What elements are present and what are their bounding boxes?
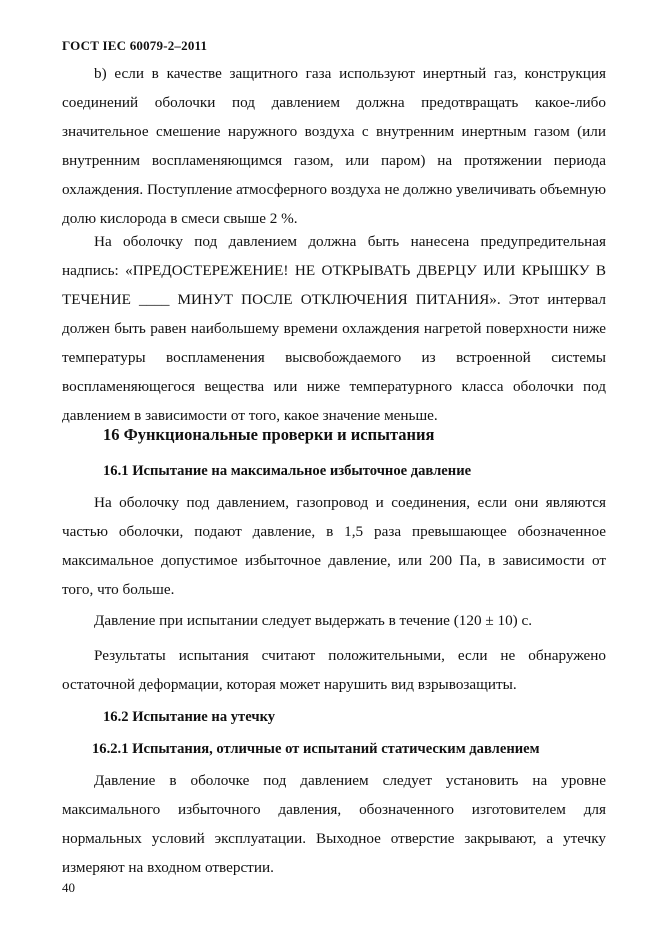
paragraph-text: b) если в качестве защитного газа используют инертный газ, конструкция соединений оболочки под давлением должна предотвращать какое-либо значительное смешение наружного воздуха с внутренним инертным газом (или внутренним воспламеняющимся газом, или паром) на протяжении периода охлаждения. Поступление атмосферного воздуха не должно увеличивать объемную долю кислорода в смеси свыше 2 %.	[62, 65, 606, 227]
paragraph-text: Результаты испытания считают положительными, если не обнаружено остаточной деформации, которая может нарушить вид взрывозащиты.	[62, 647, 606, 693]
paragraph-text: На оболочку под давлением должна быть нанесена предупредительная надпись: «ПРЕДОСТЕРЕЖЕНИЕ! НЕ ОТКРЫВАТЬ ДВЕРЦУ ИЛИ КРЫШКУ В ТЕЧЕНИЕ ____ МИНУТ ПОСЛЕ ОТКЛЮЧЕНИЯ ПИТАНИЯ». Этот интервал должен быть равен наибольшему времени охлаждения нагретой поверхности ниже температуры воспламенения высвобождаемого из встроенной системы воспламеняющегося вещества или ниже температурного класса оболочки под давлением в зависимости от того, какое значение меньше.	[62, 233, 606, 424]
paragraph-b	[62, 59, 606, 233]
paragraph-16-1-a	[62, 488, 606, 604]
paragraph-text: Давление при испытании следует выдержать в течение (120 ± 10) с.	[94, 612, 533, 629]
paragraph-16-1-c	[62, 641, 606, 699]
section-16-1-heading: 16.1 Испытание на максимальное избыточное давление	[103, 463, 472, 479]
paragraph-text: На оболочку под давлением, газопровод и соединения, если они являются частью оболочки, подают давление, в 1,5 раза превышающее обозначенное максимальное допустимое избыточное давление, или 200 Па, в зависимости от того, что больше.	[62, 494, 606, 598]
paragraph-16-1-b	[62, 606, 606, 635]
paragraph-warning	[62, 227, 606, 430]
page-number: 40	[62, 880, 75, 895]
paragraph-text: Давление в оболочке под давлением следует установить на уровне максимального избыточного давления, обозначенного изготовителем для нормальных условий эксплуатации. Выходное отверстие закрывают, а утечку измеряют на входном отверстии.	[62, 772, 606, 876]
standard-header: ГОСТ IEC 60079-2–2011	[62, 38, 208, 53]
paragraph-16-2-1	[62, 766, 606, 882]
section-16-2-heading: 16.2 Испытание на утечку	[103, 709, 276, 725]
section-16-heading: 16 Функциональные проверки и испытания	[103, 425, 435, 444]
section-16-2-1-heading: 16.2.1 Испытания, отличные от испытаний статическим давлением	[92, 741, 540, 757]
